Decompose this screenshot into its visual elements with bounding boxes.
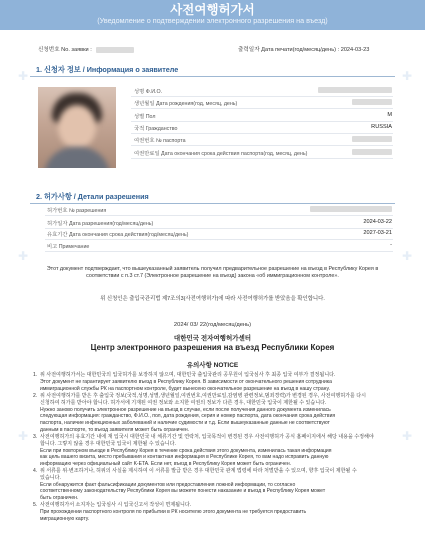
notice-title: 유의사항 NOTICE bbox=[186, 362, 239, 369]
row-divider bbox=[131, 158, 393, 159]
redacted-permit-number bbox=[310, 206, 392, 212]
permit-row-label: 허가일자 Дата разрешения(год/месяц/день) bbox=[47, 221, 154, 227]
applicant-row-label: 성명 Ф.И.О. bbox=[134, 89, 163, 95]
applicant-row-label: 생년월일 Дата рождения(год, месяц, день) bbox=[134, 101, 238, 107]
section-divider bbox=[30, 203, 395, 204]
permit-expiry-value: 2027-03-21 bbox=[363, 230, 392, 236]
application-number bbox=[38, 45, 134, 53]
row-divider bbox=[45, 228, 393, 229]
watermark-cross: ✚ bbox=[18, 69, 29, 83]
watermark-cross: ✚ bbox=[18, 429, 29, 443]
permit-row-label: 유효기간 Дата окончания срока действия(год/месяц/день) bbox=[47, 232, 189, 238]
redacted-passport-number bbox=[352, 136, 392, 142]
row-divider bbox=[131, 133, 393, 134]
applicant-row-label: 여권번호 № паспорта bbox=[134, 138, 186, 144]
watermark-cross: ✚ bbox=[402, 249, 413, 263]
document-subtitle: (Уведомление о подтверждении электронного разрешения на въезд) bbox=[97, 16, 328, 25]
applicant-section-title: 1. 신청자 정보 / Информация о заявителе bbox=[36, 65, 179, 74]
permit-date-value: 2024-03-22 bbox=[363, 219, 392, 225]
document-header bbox=[0, 0, 425, 30]
travel-authorization-page: ✚ ✚ ✚ ✚ ✚ ✚ 사전여행허가서 (Уведомление о подтверждении электронного разрешения на въезд) 신청번호 No. заявки : 출력일자 Дата печати(год/месяц/день) : 2024-03-23 1. 신청자 정보 / Информация о заявителе 성명 Ф.И.О. 생년월일 Дата рождения(год, месяц, день) 성별 Пол M 국적 Гражданство RUSSIA 여권번호 № паспорта 여권만료일 Дата окончания срока действия паспорта(год, месяц, день) 2. 허가사항 / Детали разрешения 허가번호 № разрешения 허가일자 Дата разрешения(год/месяц/день) 2024-03-22 유효기간 Дата окончания срока действия(год/месяц/день) 2027-03-21 비고 Примечание - Этот документ подтверждает, что вышеуказанный заявитель получил предварительное разрешение на въезд в Республику Корея в соответствии с п.3 ст.7 (Электронное разрешение на въезд) закона «об иммиграционном контроле». 위 신청인은 출입국관리법 제7조의3(사전여행허가)에 따라 사전여행허가를 받았음을 확인합니다. 2024/ 03/ 22(год/месяц/день) 대한민국 전자여행허가센터 Центр электронного разрешения на въезд Республики Корея 유의사항 NOTICE 1. 위 사전여행허가서는 대한민국의 입국허가를 보장하지 않으며, 대한민국 출입국관리 공무원이 입국심사 후 최종 입국 여부가 결정됩니다. Этот документ не гарантирует заявителю въезд в Республику Корея. В зависимости от окончательного решения сотрудника иммиграционной службы РК на паспортном контроле, будет вынесено окончательное разрешение на въезд в нашу страну. 2. 위 사전여행허가를 받은 후 출입국 정보(국적,성명,성별,생년월일,여권번호,여권만료일,감염병 관련정보,범죄경력)가 변경된 경우, 사전여행허가를 다시 신청하여 허가를 받아야 합니다. 허가서에 기재된 여권 정보와 소지한 여권의 정보가 다른 경우, 대한민국 입국이 제한될 수 있습니다. Нужно заново получить электронное разрешение на въезд в случае, если после получения данного документа изменилась следующая информация: гражданство, Ф.И.О., пол, дата рождения, серия и номер паспорта, дата окончания срока действия паспорта, наличие инфекционных заболеваний и наличие судимости и т.д. Если вышеуказанные данные не соответствуют данным в паспорте, то въезд заявителя может быть ограничен. 3. 사전여행허가의 유효기간 내에 재 입국시 대한민국 내 체류기간 및 연락처, 입국목적이 변경된 경우 사전여행허가 공식 홈페이지에서 해당 내용을 수정해야 합니다. 그렇지 않을 경우 대한민국 입국이 제한될 수 있습니다. Если при повторном въезде в Республику Корея в течение срока действия этого документа, изменилась такая информация как цель вашего визита, место пребывания и контактная информация в Республике Корея, то вам надо исправить данную информацию через официальный сайт K-ETA. Если нет, въезд в Республику Корея может быть ограничен. 4. 위 서류를 위·변조하거나, 허위의 사실을 제시하여 이 서류를 발급 받은 경우 대한민국 관계 법령에 따라 처벌받을 수 있으며, 향후 입국이 제한될 수 있습니다. Если обнаружится факт фальсификации документов или предоставления ложной информации, то согласно соответственному законодательству Республики Корея вы можете понести наказание и въезд в Республику Корея может быть ограничен. 5. 사전여행허가서 소지자는 입국심사 시 입국신고서 작성이 면제됩니다. При прохождении паспортного контроля по прибытии в РК носителю этого документа не требуется предоставить миграционную карту. bbox=[0, 0, 425, 547]
applicant-row-label: 국적 Гражданство bbox=[134, 126, 178, 132]
issue-date: 2024/ 03/ 22(год/месяц/день) bbox=[173, 322, 252, 328]
print-date-value: 2024-03-23 bbox=[340, 47, 370, 53]
applicant-row-label: 여권만료일 Дата окончания срока действия паспорта(год, месяц, день) bbox=[134, 151, 308, 157]
row-divider bbox=[45, 251, 393, 252]
permit-note-value: - bbox=[390, 242, 392, 248]
row-divider bbox=[131, 121, 393, 122]
applicant-photo bbox=[38, 87, 116, 168]
watermark-cross: ✚ bbox=[402, 69, 413, 83]
document-title: 사전여행허가서 bbox=[170, 2, 255, 17]
redacted-passport-expiry bbox=[352, 149, 392, 155]
confirmation-text-ko: 위 신청인은 출입국관리법 제7조의3(사전여행허가)에 따라 사전여행허가를 받았음을 확인합니다. bbox=[100, 296, 325, 302]
redacted-name bbox=[318, 87, 392, 93]
watermark-cross: ✚ bbox=[402, 429, 413, 443]
watermark-cross: ✚ bbox=[18, 249, 29, 263]
applicant-nationality-value: RUSSIA bbox=[371, 124, 392, 130]
print-date bbox=[238, 45, 369, 53]
applicant-row-label: 성별 Пол bbox=[134, 114, 156, 120]
row-divider bbox=[131, 108, 393, 109]
issuer-name-ru: Центр электронного разрешения на въезд Республики Корея bbox=[90, 343, 335, 352]
row-divider bbox=[45, 215, 393, 216]
confirmation-text-ru: Этот документ подтверждает, что вышеуказанный заявитель получил предварительное разрешение на въезд в Республику Корея в соответствии с п.3 ст.7 (Электронное разрешение на въезд) закона «об иммиграционном контроле». bbox=[46, 266, 379, 279]
issuer-name-ko: 대한민국 전자여행허가센터 bbox=[173, 335, 252, 342]
print-date-label: 출력일자 Дата печати(год/месяц/день) : bbox=[238, 47, 340, 53]
permit-row-label: 허가번호 № разрешения bbox=[47, 208, 107, 214]
application-number-label: 신청번호 No. заявки : bbox=[38, 47, 92, 53]
permit-row-label: 비고 Примечание bbox=[47, 244, 90, 250]
redacted-birth-date bbox=[352, 99, 392, 105]
section-divider bbox=[30, 76, 395, 77]
row-divider bbox=[131, 145, 393, 146]
row-divider bbox=[131, 96, 393, 97]
permit-section-title: 2. 허가사항 / Детали разрешения bbox=[36, 192, 149, 201]
row-divider bbox=[45, 239, 393, 240]
redacted-application-number bbox=[96, 47, 134, 53]
applicant-gender-value: M bbox=[387, 112, 392, 118]
